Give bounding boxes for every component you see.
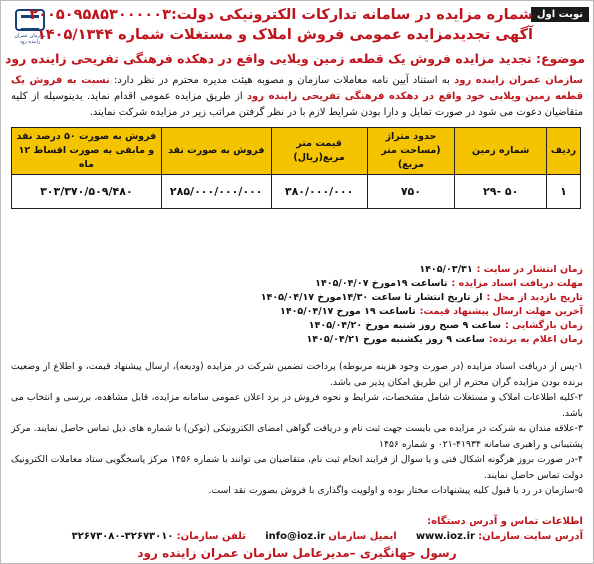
schedule-publish: زمان انتشار در سایت :۱۴۰۵/۰۳/۳۱	[419, 264, 583, 275]
header-row-number: ردیف	[547, 128, 581, 175]
schedule-documents-deadline: مهلت دریافت اسناد مزایده :تاساعت ۱۹مورخ ۱۴۰۵/۰۴/۰۷	[315, 278, 583, 289]
intro-text-2: از طریق مزایده عمومی اقدام نماید. بدینوسیله از کلیه متقاضیان دعوت می شود در صورت تمایل و دارا بودن شرایط لازم با در نظر گرفتن مراتب زیر در مزایده شرکت نمایند.	[11, 91, 583, 118]
note-item: ۴-در صورت بروز هرگونه اشکال فنی و یا سوال از فرایند انجام ثبت نام، متقاضیان می توانند با شماره ۱۴۵۶ مرکز پاسخگویی ستاد معاملات الکترونیک دولت تماس حاصل نمایند.	[11, 454, 583, 481]
schedule-block	[11, 263, 583, 347]
signatory: رسول جهانگیری –مدیرعامل سازمان عمران زاینده رود	[137, 546, 457, 560]
cell-area: ۷۵۰	[367, 175, 455, 209]
email-link[interactable]: info@ioz.ir	[265, 531, 326, 542]
cell-price-per-meter: ۳۸۰/۰۰۰/۰۰۰	[271, 175, 367, 209]
schedule-site-visit: تاریخ بازدید از محل :از تاریخ انتشار تا ساعت ۱۴/۳۰مورخ ۱۴۰۵/۰۴/۱۷	[260, 292, 583, 303]
notice-title: آگهی تجدیدمزایده عمومی فروش املاک و مستغلات شماره ۱۴۰۵/۱۳۴۴	[36, 27, 533, 43]
intro-text-1: به استناد آیین نامه معاملات سازمان و مصوبه هیئت مدیره محترم در نظر دارد:	[109, 75, 455, 86]
logo-caption: سازمان عمران زاینده رود	[14, 33, 46, 45]
table-row	[12, 175, 581, 209]
phone-number: ۳۲۶۷۳۰۱۰-۳۲۶۷۳۰۸۰	[71, 531, 174, 542]
site-label: آدرس سایت سازمان:	[478, 531, 583, 542]
contact-title: اطلاعات تماس و آدرس دستگاه:	[427, 516, 583, 527]
contact-block	[11, 515, 583, 544]
header-price-per-meter: قیمت متر مربع(ریال)	[271, 128, 367, 175]
header-cash-price: فروش به صورت نقد	[161, 128, 271, 175]
table-header-row	[12, 128, 581, 175]
schedule-bid-deadline: آخرین مهلت ارسال پیشنهاد قیمت:تاساعت ۱۹ مورخ ۱۴۰۵/۰۴/۱۷	[280, 306, 583, 317]
first-round-badge: نوبت اول	[531, 7, 589, 22]
cell-installment-price: ۳۰۳/۳۷۰/۵۰۹/۴۸۰	[12, 175, 162, 209]
schedule-opening: زمان بازگشایی :ساعت ۹ صبح روز شنبه مورخ ۱۴۰۵/۰۴/۲۰	[308, 320, 583, 331]
tender-number-title: شماره مزایده در سامانه تدارکات الکترونیکی دولت:۲۰۰۵۰۹۵۸۵۳۰۰۰۰۰۳	[29, 7, 533, 23]
cell-land-number: ۵۰ -۲۹	[455, 175, 547, 209]
cell-cash-price: ۲۸۵/۰۰۰/۰۰۰/۰۰۰	[161, 175, 271, 209]
site-link[interactable]: www.ioz.ir	[415, 531, 475, 542]
header-installment-price: فروش به صورت ۵۰ درصد نقد و مابقی به صورت اقساط ۱۲ ماه	[12, 128, 162, 175]
note-item: ۳-علاقه مندان به شرکت در مزایده می بایست جهت ثبت نام و دریافت گواهی امضای الکترونیکی (توکن) با شماره های ذیل تماس حاصل نمایند. مرکز پشتیبانی و راهبری سامانه ۴۱۹۳۴-۰۲۱ و شماره ۱۴۵۶	[11, 423, 583, 450]
phone-label: تلفن سازمان:	[176, 531, 246, 542]
note-item: ۱-پس از دریافت اسناد مزایده (در صورت وجود هزینه مربوطه) پرداخت تضمین شرکت در مزایده (ودیعه)، ارسال پیشنهاد قیمت، و اطلاع از وضعیت برنده بودن مزایده گران محترم از این طریق امکان پذیر می باشد.	[11, 361, 583, 388]
property-table	[11, 127, 581, 209]
intro-paragraph	[11, 73, 583, 121]
header-land-number: شماره زمین	[455, 128, 547, 175]
notice-subject: موضوع: تجدید مزایده فروش یک قطعه زمین ویلایی واقع در دهکده فرهنگی تفریحی زاینده رود	[5, 51, 585, 66]
cell-row-number: ۱	[547, 175, 581, 209]
contact-line	[11, 530, 583, 544]
note-item: ۲-کلیه اطلاعات املاک و مستغلات شامل مشخصات، شرایط و نحوه فروش در برد اعلان عمومی سامانه مزایده، قابل مشاهده، بررسی و انتخاب می باشد.	[11, 392, 583, 419]
note-item: ۵-سازمان در رد یا قبول کلیه پیشنهادات مختار بوده و اولویت واگذاری با فروش بصورت نقد است.	[208, 485, 583, 496]
intro-highlight: نسبت به فروش یک قطعه زمین ویلایی خود واقع در دهکده فرهنگی تفریحی زاینده رود	[11, 75, 583, 102]
notes-block	[11, 359, 583, 499]
schedule-winner-announcement: زمان اعلام به برنده:ساعت ۹ روز یکشنبه مورخ ۱۴۰۵/۰۴/۲۱	[306, 334, 583, 345]
email-label: ایمیل سازمان	[328, 531, 397, 542]
header-area: حدود متراژ (مساحت متر مربع)	[367, 128, 455, 175]
intro-organization: سازمان عمران زاینده رود	[454, 75, 584, 86]
